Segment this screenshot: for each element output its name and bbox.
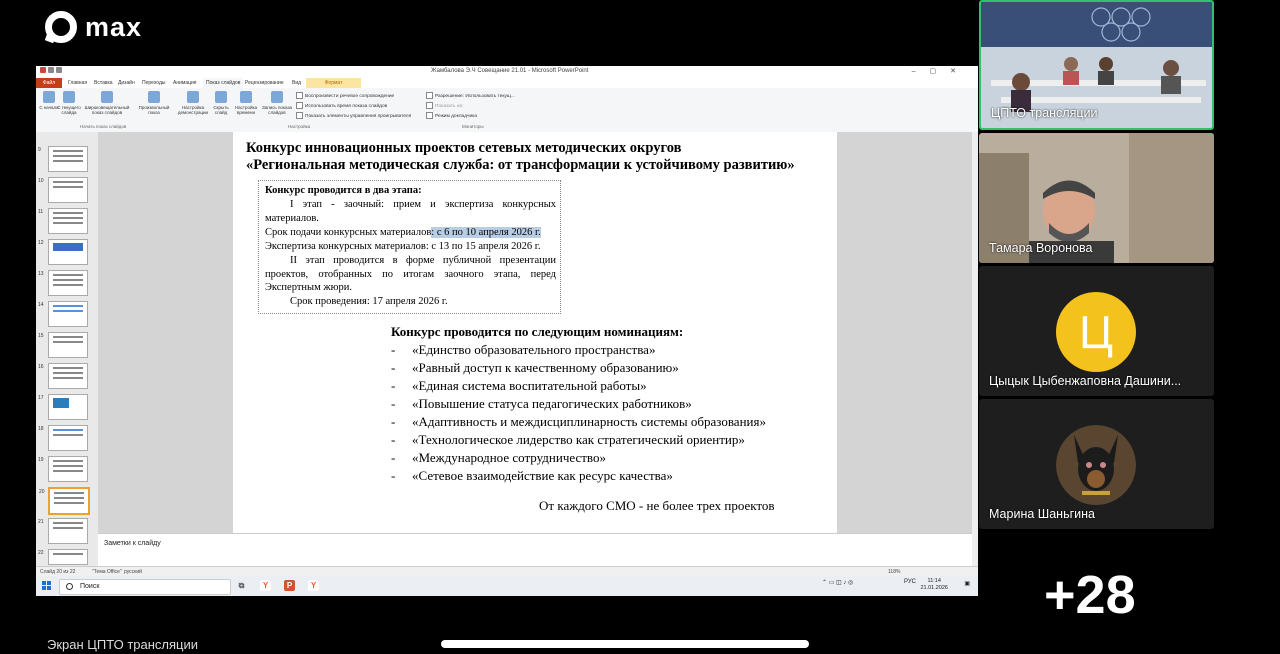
tab-file[interactable]: Файл — [36, 78, 62, 88]
nomination-item: - «Единая система воспитательной работы» — [391, 378, 647, 393]
taskbar-clock[interactable]: 11:14 21.01.2026 — [920, 578, 948, 591]
current-slide[interactable] — [233, 132, 837, 533]
monitor-icon — [426, 102, 433, 109]
slide-thumb[interactable]: 12 — [48, 239, 88, 265]
setup-show-button[interactable]: Настройка демонстрации — [176, 91, 210, 115]
participant-tile[interactable] — [979, 399, 1214, 529]
group-setup: Настройка — [288, 124, 311, 129]
avatar — [1056, 425, 1136, 505]
broadcast-button[interactable]: Широковещательный показ слайдов — [84, 91, 130, 115]
tab-insert[interactable]: Вставка — [94, 80, 113, 86]
option-timings[interactable]: Использовать время показа слайдов — [296, 102, 387, 109]
ppt-app-icon — [40, 67, 46, 73]
notifications-icon[interactable]: ▣ — [964, 581, 970, 587]
participant-name: Тамара Воронова — [989, 241, 1093, 255]
window-title: Жамбалова Э.Ч Совещание 21.01 - Microsoft PowerPoint — [431, 68, 589, 74]
slide-footer-text: От каждого СМО - не более трех проектов — [539, 498, 775, 513]
option-resolution[interactable]: Разрешение: Использовать текущ... — [426, 92, 515, 99]
screen-share-label: Экран ЦПТО трансляции — [47, 637, 199, 652]
status-zoom[interactable]: 118% — [888, 569, 901, 575]
avatar: Ц — [1056, 292, 1136, 372]
resolution-icon — [426, 92, 433, 99]
selected-text: : с 6 по 10 апреля 2026 г. — [431, 227, 541, 238]
more-participants-count[interactable]: +28 — [1044, 565, 1136, 625]
search-icon — [66, 583, 73, 590]
slide-thumb[interactable]: 14 — [48, 301, 88, 327]
stages-heading: Конкурс проводится в два этапа: — [265, 185, 422, 196]
nomination-item: - «Адаптивность и междисциплинарность системы образования» — [391, 414, 766, 429]
undo-icon[interactable] — [48, 67, 54, 73]
option-controls[interactable]: Показать элементы управления проигрывателя — [296, 112, 411, 119]
slide-thumb[interactable]: 15 — [48, 332, 88, 358]
yandex-browser-icon[interactable]: Y — [260, 580, 271, 591]
tab-review[interactable]: Рецензирование — [245, 80, 284, 86]
nomination-item: - «Международное сотрудничество» — [391, 450, 606, 465]
tab-animations[interactable]: Анимация — [173, 80, 197, 86]
slide-thumb[interactable]: 22 — [48, 549, 88, 565]
keyboard-language[interactable]: РУС — [904, 579, 917, 585]
shared-screen[interactable] — [36, 66, 978, 596]
participant-tile[interactable] — [979, 133, 1214, 263]
powerpoint-icon[interactable]: P — [284, 580, 295, 591]
slide-thumb[interactable]: 19 — [48, 456, 88, 482]
checkbox-icon — [426, 112, 433, 119]
expertise-line: Экспертиза конкурсных материалов: с 13 по 15 апреля 2026 г. — [265, 241, 541, 252]
nomination-item: - «Повышение статуса педагогических работников» — [391, 396, 692, 411]
broadcast-icon — [101, 91, 113, 103]
tab-format[interactable]: Формат — [306, 78, 361, 88]
checkbox-icon — [296, 102, 303, 109]
slide-thumb[interactable]: 10 — [48, 177, 88, 203]
notes-placeholder: Заметки к слайду — [104, 540, 161, 547]
record-show-button[interactable]: Запись показа слайдов — [260, 91, 294, 115]
hide-slide-button[interactable]: Скрыть слайд — [210, 91, 232, 115]
slide-thumbnails[interactable] — [36, 132, 99, 566]
slide-thumb[interactable]: 16 — [48, 363, 88, 389]
slide-thumb[interactable]: 21 — [48, 518, 88, 544]
nominations-heading: Конкурс проводится по следующим номинациям: — [391, 324, 684, 339]
nomination-item: - «Единство образовательного пространства» — [391, 342, 656, 357]
redo-icon[interactable] — [56, 67, 62, 73]
record-icon — [271, 91, 283, 103]
home-indicator[interactable] — [441, 640, 809, 648]
tab-slideshow[interactable]: Показ слайдов — [203, 78, 243, 88]
nomination-item: - «Равный доступ к качественному образованию» — [391, 360, 679, 375]
tab-transitions[interactable]: Переходы — [142, 80, 166, 86]
quick-access-toolbar[interactable] — [40, 67, 90, 76]
yandex-browser-icon[interactable]: Y — [308, 580, 319, 591]
option-presenter-view[interactable]: Режим докладчика — [426, 112, 477, 119]
slideshow-current-icon — [63, 91, 75, 103]
window-controls[interactable]: –▢✕ — [911, 68, 970, 75]
deadline-line: Срок подачи конкурсных материалов: с 6 по 10 апреля 2026 г. — [265, 227, 541, 238]
app-name: max — [85, 11, 143, 42]
participant-name: Марина Шаньгина — [989, 507, 1095, 521]
ribbon — [36, 88, 978, 133]
notes-pane[interactable] — [98, 533, 972, 567]
checkbox-icon — [296, 92, 303, 99]
slide-title: Конкурс инновационных проектов сетевых методических округов «Региональная методическая служба: от трансформации к устойчивому развитию» — [246, 140, 795, 173]
from-current-button[interactable]: С текущего слайда — [56, 91, 82, 115]
setup-icon — [187, 91, 199, 103]
slide-thumb[interactable]: 18 — [48, 425, 88, 451]
checkbox-icon — [296, 112, 303, 119]
hide-slide-icon — [215, 91, 227, 103]
participant-name: Цыцык Цыбенжаповна Дашини... — [989, 374, 1182, 388]
slide-thumb[interactable]: 9 — [48, 146, 88, 172]
windows-taskbar — [36, 576, 978, 596]
task-view-icon[interactable]: ⧉ — [238, 581, 245, 590]
nomination-item: - «Сетевое взаимодействие как ресурс качества» — [391, 468, 673, 483]
group-monitors: Мониторы — [462, 124, 484, 129]
slide-thumb-selected[interactable]: 20 — [48, 487, 90, 515]
stage2-date: Срок проведения: 17 апреля 2026 г. — [290, 296, 448, 307]
stage2-text: II этап проводится в форме публичной презентации проектов, отобранных по итогам заочного этапа, перед Экспертным жюри. — [265, 255, 556, 294]
max-logo-icon — [45, 11, 77, 43]
slideshow-start-icon — [43, 91, 55, 103]
option-show-on[interactable]: Показать на: — [426, 102, 463, 109]
custom-show-icon — [148, 91, 160, 103]
vertical-scrollbar[interactable] — [972, 132, 978, 566]
status-language: русский — [124, 569, 142, 575]
tab-home[interactable]: Главная — [68, 80, 88, 86]
max-logo — [45, 10, 142, 44]
stage1-text: I этап - заочный: прием и экспертиза конкурсных материалов. — [265, 199, 556, 224]
tab-design[interactable]: Дизайн — [118, 80, 135, 86]
timings-icon — [240, 91, 252, 103]
group-start: Начать показ слайдов — [80, 124, 127, 129]
taskbar-search[interactable]: Поиск — [59, 579, 231, 595]
tray-icons[interactable]: ⌃ ▭ ◫ ♪ ◎ — [822, 580, 854, 586]
stages-textbox[interactable] — [258, 180, 561, 314]
rehearse-timings-button[interactable]: Настройка времени — [232, 91, 260, 115]
option-narration[interactable]: Воспроизвести речевое сопровождение — [296, 92, 394, 99]
slide-thumb[interactable]: 17 — [48, 394, 88, 420]
slide-thumb[interactable]: 11 — [48, 208, 88, 234]
status-theme: "Тема Office" — [92, 569, 122, 575]
nomination-item: - «Технологическое лидерство как стратегический ориентир» — [391, 432, 745, 447]
participant-tile[interactable] — [979, 266, 1214, 396]
participant-tile[interactable] — [979, 0, 1214, 130]
windows-start-icon[interactable] — [42, 581, 52, 591]
tab-view[interactable]: Вид — [292, 80, 302, 86]
slide-thumb[interactable]: 13 — [48, 270, 88, 296]
status-slide-count: Слайд 20 из 22 — [40, 569, 76, 575]
custom-show-button[interactable]: Произвольный показ — [136, 91, 172, 115]
from-beginning-button[interactable]: С начала — [36, 91, 62, 110]
participant-name: ЦПТО трансляции — [991, 106, 1098, 120]
ribbon-tabs — [36, 78, 978, 88]
